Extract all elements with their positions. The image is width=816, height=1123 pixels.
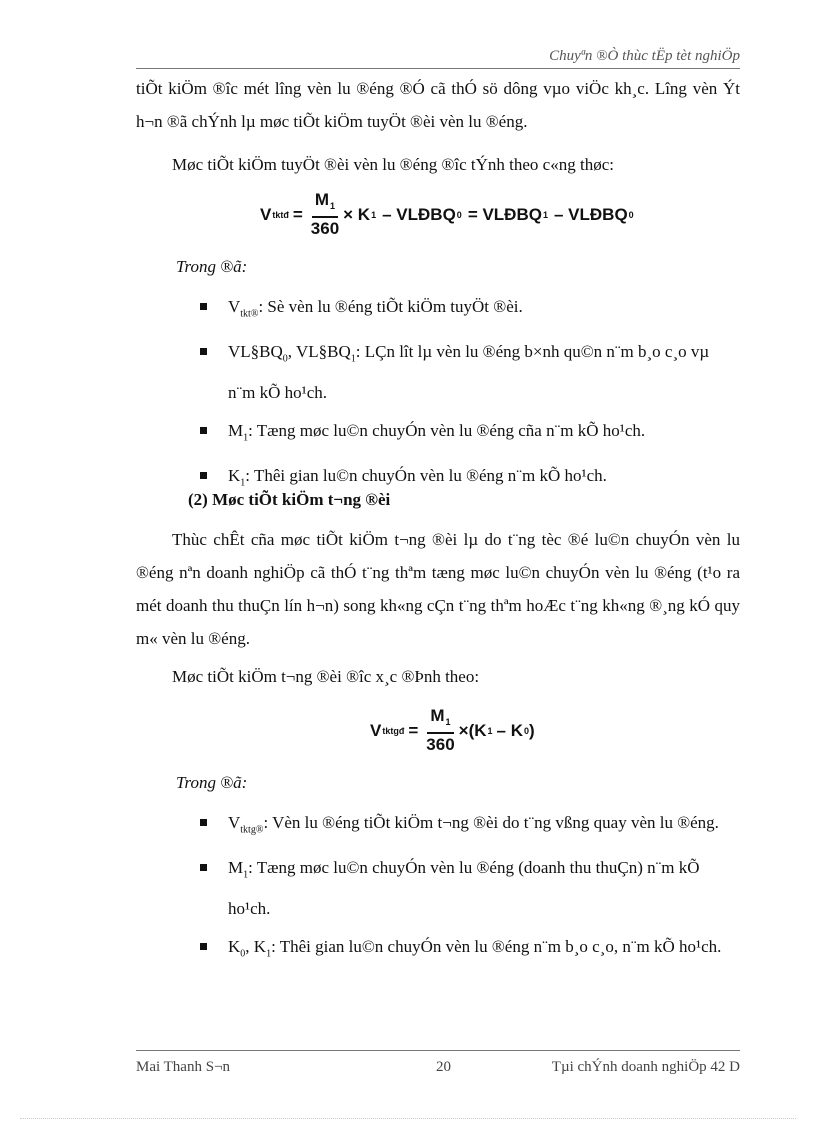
page-footer [136,1050,740,1077]
formula1-term2: = VLĐBQ [467,205,542,224]
list-item: $M_1$: Tæng møc lu©n chuyÓn vèn lu ®éng (doanh thu thuÇn) n¨m kÕ ho¹ch. [200,851,740,924]
formula1-term1: – VLĐBQ [382,205,456,224]
formula1-term1-sub: 0 [456,210,462,220]
paragraph-2: Møc tiÕt kiÖm tuyÖt ®èi vèn lu ®éng ®îc tÝnh theo c«ng thøc: [172,155,614,174]
trong-do-2: Trong ®ã: [176,773,248,792]
formula-relative-saving [370,706,535,756]
formula1-term2-sub: 1 [542,210,548,220]
page-edge-divider [20,1118,796,1119]
formula1-v: V [260,205,272,224]
list-item: $VL\S BQ_0$, $VL\S BQ_1$: LÇn lît lµ vèn lu ®éng b×nh qu©n n¨m b¸o c¸o vµ n¨m kÕ ho¹ch. [200,335,740,408]
paragraph-1: tiÕt kiÖm ®îc mét lîng vèn lu ®éng ®Ó cã thÓ sö dông vµo viÖc kh¸c. Lîng vèn Ýt h¬n ®ã chÝnh lµ møc tiÕt kiÖm tuyÖt ®èi vèn lu ®éng. [136,79,740,131]
formula1-v-sub: tktđ [272,210,289,220]
definitions-list-2 [200,806,740,970]
paragraph-4: Møc tiÕt kiÖm t¬ng ®èi ®îc x¸c ®Þnh theo: [172,667,480,686]
formula-absolute-saving [260,190,634,240]
formula1-den: 360 [310,219,340,238]
bullet-square-icon [200,427,207,434]
formula1-num-sub: 1 [330,201,336,211]
page-header [136,44,740,69]
footer-author: Mai Thanh S¬n [136,1059,231,1075]
formula1-times-k: × K [343,205,371,224]
formula2-paren-close: ) [529,721,535,740]
bullet-square-icon [200,472,207,479]
formula2-den: 360 [426,735,455,754]
formula2-minus-k: – K [496,721,524,740]
formula1-eq: = [292,205,303,224]
formula2-paren-open: ×(K [458,721,487,740]
formula1-term3: – VLĐBQ [553,205,628,224]
formula2-num: M [430,706,445,725]
formula1-k-sub: 1 [371,210,377,220]
formula2-fraction [426,706,454,756]
footer-course: Tµi chÝnh doanh nghiÖp 42 D [551,1059,740,1075]
bullet-square-icon [200,303,207,310]
formula2-v: V [370,721,382,740]
section-heading-2: (2) Møc tiÕt kiÖm t¬ng ®èi [188,490,391,509]
trong-do-1: Trong ®ã: [176,257,248,276]
bullet-square-icon [200,943,207,950]
paragraph-3: Thùc chÊt cña møc tiÕt kiÖm t¬ng ®èi lµ do t¨ng tèc ®é lu©n chuyÓn vèn lu ®éng nªn doanh nghiÖp cã thÓ t¨ng thªm tæng møc lu©n chuyÓn vèn lu ®éng (t¹o ra mét doanh thu thuÇn lín h¬n) song kh«ng cÇn t¨ng thªm hoÆc t¨ng kh«ng ®¸ng kÓ quy m« vèn lu ®éng. [136,530,740,648]
formula1-num: M [314,190,330,209]
page-number: 20 [436,1059,451,1075]
bullet-square-icon [200,348,207,355]
list-item: $K_1$: Thêi gian lu©n chuyÓn vèn lu ®éng n¨m kÕ ho¹ch. [200,459,740,499]
bullet-square-icon [200,864,207,871]
list-item: $M_1$: Tæng møc lu©n chuyÓn vèn lu ®éng cña n¨m kÕ ho¹ch. [200,414,740,454]
formula2-k0-sub: 0 [524,726,530,736]
formula1-fraction [311,190,339,240]
list-item: $V_{tkt®}$: Sè vèn lu ®éng tiÕt kiÖm tuyÖt ®èi. [200,290,740,330]
header-title: Chuyªn ®Ò thùc tËp tèt nghiÖp [549,48,740,64]
formula1-term3-sub: 0 [628,210,634,220]
formula2-v-sub: tktgđ [382,726,405,736]
formula2-eq: = [408,721,419,740]
bullet-square-icon [200,819,207,826]
list-item: $K_0$, $K_1$: Thêi gian lu©n chuyÓn vèn lu ®éng n¨m b¸o c¸o, n¨m kÕ ho¹ch. [200,930,740,970]
formula2-k1-sub: 1 [487,726,493,736]
list-item: $V_{tktg®}$: Vèn lu ®éng tiÕt kiÖm t¬ng ®èi do t¨ng vßng quay vèn lu ®éng. [200,806,740,846]
definitions-list-1 [200,290,740,500]
formula2-num-sub: 1 [445,717,451,727]
